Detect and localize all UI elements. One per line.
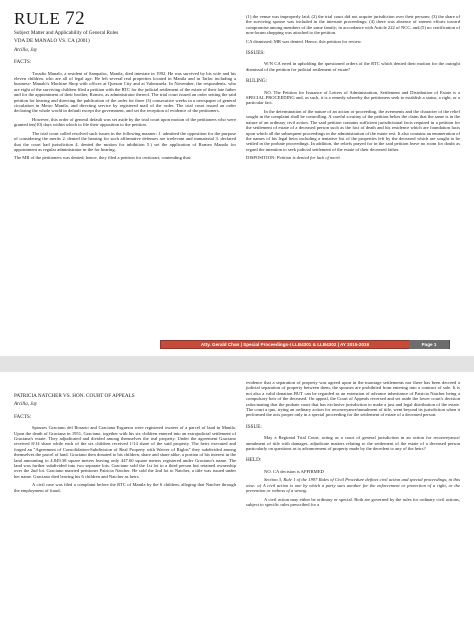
rule-label: RULE: [14, 9, 61, 28]
ruling-heading: RULING:: [246, 78, 268, 85]
page-number: Page 1: [409, 340, 449, 349]
rule-subtitle: Subject Matter and Applicability of General Rules: [14, 30, 119, 36]
facts-paragraph: However, this order of general default was set aside by the trial court upon motion of the petitioners who were granted ten(10) days within which to file their opposition to the petition.: [14, 116, 236, 128]
disposition-text: Petition is denied for lack of merit: [276, 155, 340, 161]
issues-heading: ISSUES:: [246, 50, 265, 57]
held-paragraph: Section 3, Rule 1 of the 1997 Rules of Civil Procedure defines civil action and special proceedings, in this wise: a) A civil action is one by which a party sues another for the enforcement or protection of a right, or the prevention or redress of a wrong.: [246, 477, 460, 494]
disposition: [246, 155, 460, 160]
body-paragraph: (1) the venue was improperly laid; (2) the trial court did not acquire jurisdiction over their persons; (3) the share of the surviving spouse was included in the intestate proceedings; (4) there was absence of earnest efforts toward compromise among members of the same family; in accordance with Article 222 of NCC, and (5) no certification of non-forum shopping was attached to the petition.: [246, 14, 460, 36]
disposition-heading: DISPOSITION:: [246, 155, 276, 161]
footer-text: Atty. Gerald Chan | Special Proceedings-I LLB4301 & LLB4302 | AY 2015-2016: [200, 342, 370, 347]
case-author: Arcilla, Jay: [14, 402, 38, 408]
case-title: PATRICIA NATCHER VS. HON. COURT OF APPEALS: [14, 393, 135, 399]
rule-title: [14, 10, 236, 28]
left-column: [14, 394, 236, 496]
facts-paragraph: A civil case was filed a complaint before the RTC of Manila by the 6 children, alleging that Natcher through the employment of fraud,: [14, 482, 236, 493]
page-footer-bar: [160, 340, 450, 349]
ruling-paragraph: In the determination of the nature of an action or proceeding, the averments and the character of the relief sought in the complaint shall be controlling. A careful scrutiny of the petition belies the claim that the same is in the nature of an ordinary civil action. The said petition contains sufficient jurisdictional facts required in a petition for the settlement of estate of a deceased person such as the fact of death and his residence which are foundation facts upon which all the subsequent proceedings in the administration of the estate rest. It also contains an enumeration of the names of his legal heirs including a tentative list of the properties left by the deceased which are sought to be settled in the probate proceedings. In addition, the reliefs prayed for in the said petition leave no room for doubt as regard the intention to seek judicial settlement of the estate of their deceased father.: [246, 108, 460, 152]
facts-heading: FACTS:: [14, 413, 32, 420]
body-paragraph: CA dismissed; MR was denied. Hence, this petition for review.: [246, 38, 362, 44]
left-column: [14, 10, 236, 164]
facts-paragraph: The trial court called resolved such issues in the following manner: 1. admitted the opposition for the purpose of considering the merits 2. denied the hearing for such affirmative defenses are irrelevant and immaterial 3. declared that the court had jurisdiction 4. denied the motion for inhibition 5.) set the application of Romeo Manalo for appointment as regular administrator in the for hearing.: [14, 130, 236, 152]
facts-paragraph: Troadio Manalo, a resident of Sampaloc, Manila, died intestate in 1992. He was survived by his wife and his eleven children, who are all of legal age. He left several real properties located in Manila and in Tarlac including a business- Manalo's Machine Shop with offices at Quezon City and at Valenzuela. In November, the respondents, who are eight of the surviving children filed a petition with the RTC for the judicial settlement of the estate of their late father and for the appointment of their brother, Romeo, as administrator thereof. The trial court issued an order setting the said petition for hearing and directing the publication of the order for three (3) consecutive weeks in a newspaper of general circulation in Metro Manila, and directing service by registered mail of the order. The trial court issued an order declaring the whole world in default except the government, and set the reception of evidence of the petitioners.: [14, 70, 236, 114]
case-author: Arcilla, Jay: [14, 47, 38, 53]
issues-paragraph: W/N CA erred in upholding the questioned orders of the RTC which denied their motion for the outright dismissal of the petition for judicial settlement of estate?: [246, 61, 460, 72]
rule-number: 72: [65, 8, 86, 29]
facts-heading: FACTS:: [14, 59, 32, 66]
document-page-2: [0, 372, 474, 632]
facts-paragraph: The MR of the petitioners was denied; hence, they filed a petition for certiorari, contending that:: [14, 155, 192, 161]
held-paragraph: NO. CA decision is AFFIRMED: [264, 468, 324, 474]
right-column: [246, 14, 460, 164]
held-heading: HELD:: [246, 457, 262, 464]
case-title: VDA DE MANALO VS. CA (2001): [14, 38, 90, 45]
facts-paragraph: Spouses Graciano del Rosario and Graciana Esguerra were registered owners of a parcel of land in Manila. Upon the death of Graciana in 1951, Graciano, together with his six children entered into an extrajudicial settlement of Graciana's estate. They adjudicated and divided among themselves the real property. Under the agreement Graciano received 8/14 share while each of the six children received 1/14 share of the said property. The heirs executed and forged an "Agreement of Consolidation-Subdivision of Real Property with Waiver of Rights" they subdivided among themselves the parcel of land. Graciano then donated to his children, share and share alike, a portion of his interest in the land amounting to 4,849.38 square meters leaving only 447.60 square meters registered under Graciano's name. The land was further subdivided into two separate lots. Graciano sold the 1st lot to a third person but retained ownership over the 2nd lot. Graciano married petitioner Patricia Natcher. He sold the 2nd lot to Natcher, a title was issued under her name. Graciano died leaving his 6 children and Natcher as heirs.: [14, 425, 236, 479]
issue-heading: ISSUE:: [246, 423, 262, 430]
issue-paragraph: May a Regional Trial Court, acting as a court of general jurisdiction in an action for reconveyance/ annulment of title with damages, adjudicate matters relating to the settlement of the estate of a deceased person particularly on questions as to advancement of property made by the decedent to any of the heirs?: [246, 435, 460, 452]
page-separator: [0, 356, 474, 372]
ruling-paragraph: NO. The Petition for Issuance of Letters of Administration, Settlement and Distribution of Estate is a SPECIAL PROCEEDING and, as such, it is a remedy whereby the petitioners seek to establish a status, a right, or a particular fact.: [246, 89, 460, 106]
right-column: [246, 380, 460, 510]
body-paragraph: evidence that a separation of property was agreed upon in the marriage settlements nor there has been decreed a judicial separation of property between them, the spouses are prohibited from entering into a contract of sale. It is not also a valid donation BUT can be regarded as an extension of advance inheritance of Patricia Natcher being a compulsory heir of the deceased. On appeal, the Court of Appeals reversed and set aside the lower court's decision ratiocinating that the probate court that has exclusive jurisdiction to make a just and legal distribution of the estate. The court a quo, trying an ordinary action for reconveyance/annulment of title, went beyond its jurisdiction when it performed the acts proper only in a special proceeding for the settlement of estate of a deceased person.: [246, 380, 460, 418]
held-paragraph: A civil action may either be ordinary or special. Both are governed by the rules for ordinary civil actions, subject to specific rules prescribed for a: [246, 496, 460, 507]
